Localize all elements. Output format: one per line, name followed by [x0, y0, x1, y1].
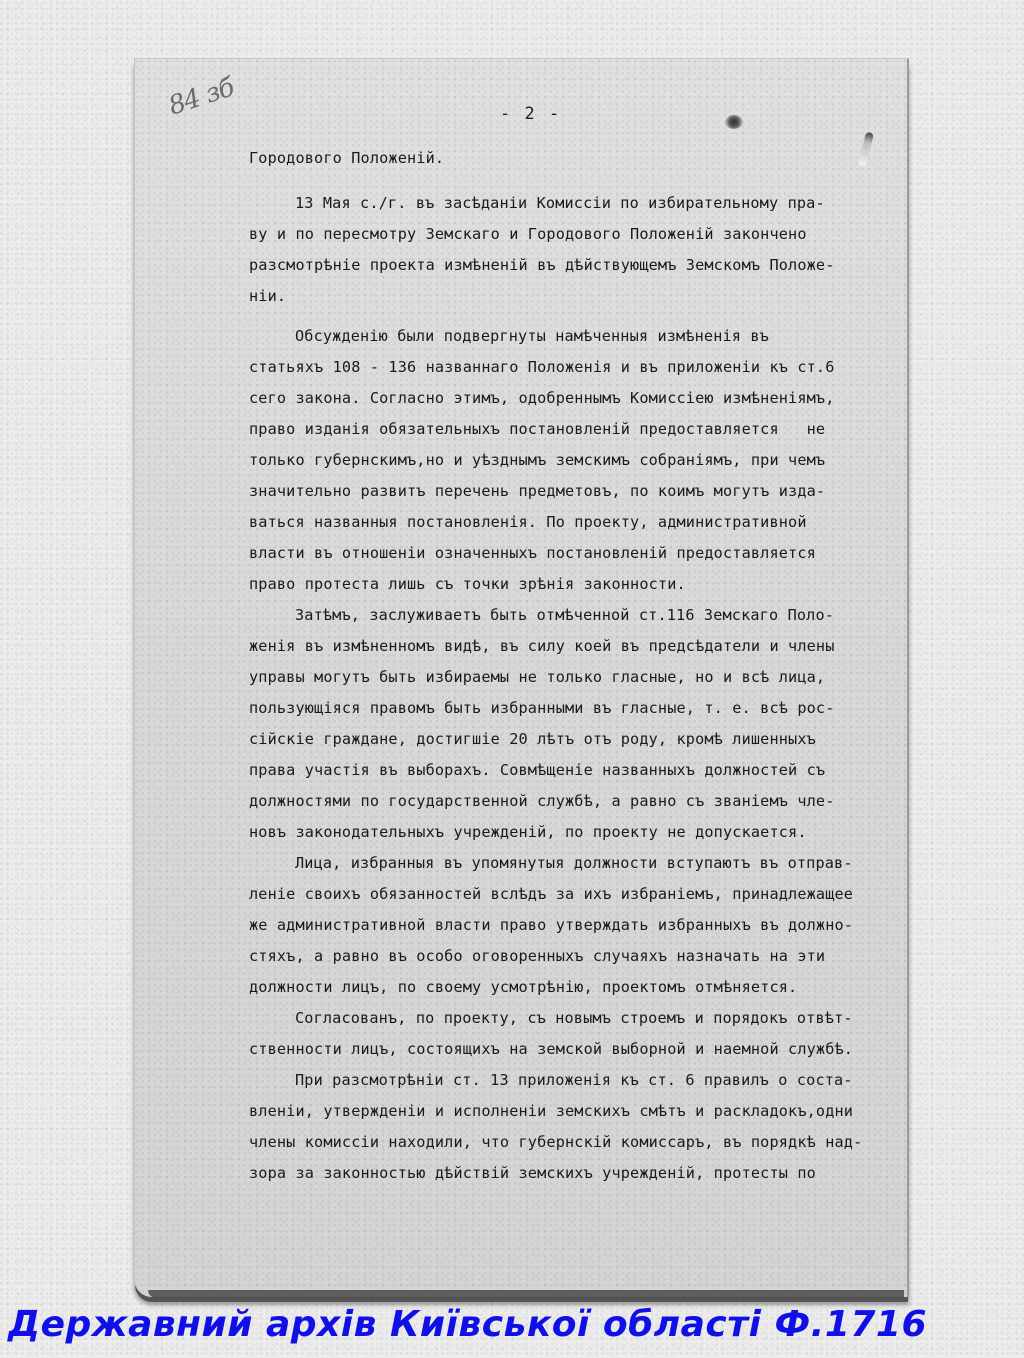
paragraph-3: [249, 600, 909, 848]
handwritten-archive-number: 84 зб: [164, 72, 238, 122]
text-line: право протеста лишь съ точки зрѣнiя законности.: [249, 575, 686, 593]
text-line: власти въ отношенiи означенныхъ постановленiй предоставляется: [249, 544, 816, 562]
text-line: ленiе своихъ обязанностей вслѣдъ за ихъ избранiемъ, принадлежащее: [249, 885, 854, 903]
text-line: стяхъ, а равно въ особо оговоренныхъ случаяхъ назначать на эти: [249, 947, 826, 965]
text-line: зора за законностью дѣйствiй земскихъ учрежденiй, протесты по: [249, 1164, 816, 1182]
text-line: ваться названныя постановленiя. По проекту, административной: [249, 513, 807, 531]
ink-blot-mark: [725, 115, 743, 129]
text-line: разсмотрѣнiе проекта измѣненiй въ дѣйствующемъ Земскомъ Положе-: [249, 256, 835, 274]
text-line: Согласованъ, по проекту, съ новымъ строемъ и порядокъ отвѣт-: [295, 1009, 853, 1027]
archive-caption: Державний архів Київської області Ф.1716: [8, 1304, 928, 1345]
text-line: статьяхъ 108 - 136 названнаго Положенiя и въ приложенiи къ ст.6: [249, 358, 835, 376]
text-line: новъ законодательныхъ учрежденiй, по проекту не допускается.: [249, 823, 807, 841]
text-line: только губернскимъ,но и уѣзднымъ земскимъ собранiямъ, при чемъ: [249, 451, 826, 469]
text-line: Затѣмъ, заслуживаетъ быть отмѣченной ст.116 Земскаго Поло-: [295, 606, 835, 624]
text-line: значительно развитъ перечень предметовъ, по коимъ могутъ изда-: [249, 482, 826, 500]
text-line: пользующiяся правомъ быть избранными въ гласные, т. е. всѣ рос-: [249, 699, 835, 717]
text-line: сего закона. Согласно этимъ, одобреннымъ Комиссiею измѣненiямъ,: [249, 389, 835, 407]
text-line: должностями по государственной службѣ, а равно съ званiемъ чле-: [249, 792, 835, 810]
page-number: - 2 -: [500, 104, 562, 124]
paragraph-6: [249, 1065, 909, 1189]
text-line: сiйскiе граждане, достигшiе 20 лѣтъ отъ роду, кромѣ лишенныхъ: [249, 730, 816, 748]
text-line: ственности лицъ, состоящихъ на земской выборной и наемной службѣ.: [249, 1040, 854, 1058]
text-line: члены комиссiи находили, что губернскiй комиссаръ, въ порядкѣ над-: [249, 1133, 863, 1151]
paper-torn-bottom-edge: [148, 1290, 904, 1298]
document-heading: Городового Положенiй.: [249, 149, 445, 167]
text-line: женiя въ измѣненномъ видѣ, въ силу коей въ предсѣдатели и члены: [249, 637, 835, 655]
text-line: нiи.: [249, 287, 287, 305]
paragraph-1: [249, 188, 909, 312]
text-line: право изданiя обязательныхъ постановленiй предоставляется не: [249, 420, 826, 438]
text-line: управы могутъ быть избираемы не только гласные, но и всѣ лица,: [249, 668, 826, 686]
paragraph-5: [249, 1003, 909, 1065]
text-line: же административной власти право утверждать избранныхъ въ должно-: [249, 916, 854, 934]
text-line: 13 Мая с./г. въ засѣданiи Комиссiи по избирательному пра-: [295, 194, 825, 212]
paragraph-4: [249, 848, 909, 1003]
text-line: вленiи, утвержденiи и исполненiи земскихъ смѣтъ и раскладокъ,одни: [249, 1102, 854, 1120]
text-line: права участiя въ выборахъ. Совмѣщенiе названныхъ должностей съ: [249, 761, 826, 779]
text-line: При разсмотрѣнiи ст. 13 приложенiя къ ст. 6 правилъ о соста-: [295, 1071, 853, 1089]
text-line: Лица, избранныя въ упомянутыя должности вступаютъ въ отправ-: [295, 854, 853, 872]
text-line: Обсужденiю были подвергнуты намѣченныя измѣненiя въ: [295, 327, 769, 345]
text-line: должности лицъ, по своему усмотрѣнiю, проектомъ отмѣняется.: [249, 978, 798, 996]
text-line: ву и по пересмотру Земскаго и Городового Положенiй закончено: [249, 225, 807, 243]
paragraph-2: [249, 321, 909, 600]
document-body: [249, 148, 909, 1189]
